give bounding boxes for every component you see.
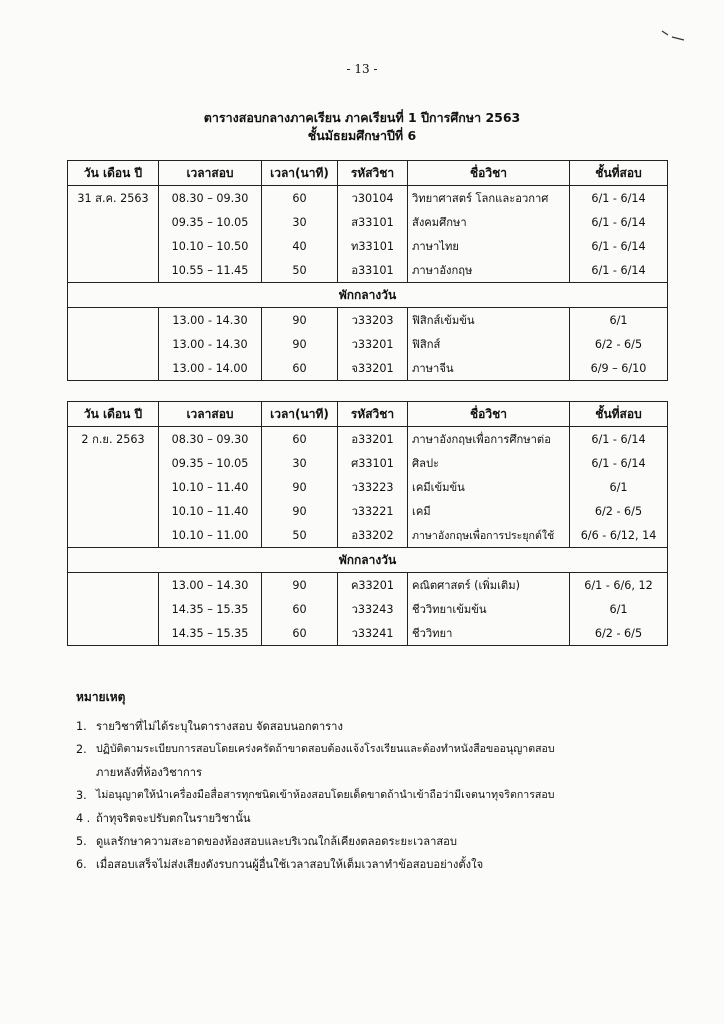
- subject-code: ว33201: [338, 332, 408, 356]
- note-number: 4 .: [76, 812, 91, 825]
- exam-date: 31 ส.ค. 2563: [68, 186, 159, 211]
- note-text: ปฏิบัติตามระเบียบการสอบโดยเคร่งครัดถ้าขาดสอบต้องแจ้งโรงเรียนและต้องทำหนังสือขออนุญาตสอบ: [96, 743, 555, 755]
- lunch-break-label: พักกลางวัน: [68, 283, 668, 308]
- subject-code: ส33101: [338, 210, 408, 234]
- table-row: [68, 573, 668, 598]
- subject-name: เคมี: [408, 499, 570, 523]
- scan-mark-icon: [660, 28, 686, 42]
- note-item: [76, 738, 676, 761]
- exam-date: 2 ก.ย. 2563: [68, 427, 159, 452]
- note-continuation: ภายหลังที่ห้องวิชาการ: [96, 766, 203, 779]
- note-text: รายวิชาที่ไม่ได้ระบุในตารางสอบ จัดสอบนอกตาราง: [96, 720, 343, 733]
- exam-classes: 6/6 - 6/12, 14: [570, 523, 668, 548]
- exam-minutes: 30: [262, 451, 338, 475]
- header-subject: ชื่อวิชา: [408, 161, 570, 186]
- table-row: [68, 210, 668, 234]
- header-minutes: เวลา(นาที): [262, 402, 338, 427]
- note-number: 1.: [76, 720, 87, 733]
- exam-time: 13.00 - 14.30: [159, 332, 262, 356]
- exam-classes: 6/2 - 6/5: [570, 621, 668, 646]
- exam-minutes: 90: [262, 308, 338, 333]
- exam-time: 13.00 – 14.30: [159, 573, 262, 598]
- table-row: [68, 258, 668, 283]
- subject-code: จ33201: [338, 356, 408, 381]
- table-row: [68, 332, 668, 356]
- subject-code: ค33201: [338, 573, 408, 598]
- table-row: [68, 597, 668, 621]
- header-date: วัน เดือน ปี: [68, 161, 159, 186]
- note-item: [76, 715, 676, 738]
- exam-time: 13.00 - 14.30: [159, 308, 262, 333]
- header-code: รหัสวิชา: [338, 161, 408, 186]
- note-item: [76, 784, 676, 807]
- exam-minutes: 60: [262, 427, 338, 452]
- subject-code: อ33202: [338, 523, 408, 548]
- note-text: เมื่อสอบเสร็จไม่ส่งเสียงดังรบกวนผู้อื่นใช้เวลาสอบให้เต็มเวลาทำข้อสอบอย่างตั้งใจ: [96, 858, 484, 871]
- subject-code: ศ33101: [338, 451, 408, 475]
- exam-classes: 6/1: [570, 308, 668, 333]
- subject-name: คณิตศาสตร์ (เพิ่มเติม): [408, 573, 570, 598]
- subject-name: ภาษาไทย: [408, 234, 570, 258]
- exam-minutes: 60: [262, 186, 338, 211]
- table-header-row: [68, 402, 668, 427]
- exam-minutes: 40: [262, 234, 338, 258]
- header-classes: ชั้นที่สอบ: [570, 161, 668, 186]
- header-minutes: เวลา(นาที): [262, 161, 338, 186]
- exam-time: 14.35 – 15.35: [159, 621, 262, 646]
- subject-code: ว30104: [338, 186, 408, 211]
- subject-name: ฟิสิกส์: [408, 332, 570, 356]
- exam-minutes: 90: [262, 475, 338, 499]
- exam-minutes: 90: [262, 332, 338, 356]
- subject-name: ชีววิทยา: [408, 621, 570, 646]
- lunch-break-row: [68, 283, 668, 308]
- subject-name: ศิลปะ: [408, 451, 570, 475]
- exam-table-day1: [67, 160, 668, 381]
- subject-name: ชีววิทยาเข้มข้น: [408, 597, 570, 621]
- subject-name: สังคมศึกษา: [408, 210, 570, 234]
- exam-time: 10.10 – 11.00: [159, 523, 262, 548]
- page-number: - 13 -: [346, 62, 378, 76]
- table-row: [68, 523, 668, 548]
- exam-classes: 6/1 - 6/14: [570, 234, 668, 258]
- exam-minutes: 60: [262, 621, 338, 646]
- exam-minutes: 90: [262, 573, 338, 598]
- note-number: 3.: [76, 789, 87, 802]
- subject-code: อ33201: [338, 427, 408, 452]
- note-item: [76, 830, 676, 853]
- exam-classes: 6/1 - 6/14: [570, 427, 668, 452]
- exam-minutes: 60: [262, 356, 338, 381]
- exam-classes: 6/9 – 6/10: [570, 356, 668, 381]
- header-date: วัน เดือน ปี: [68, 402, 159, 427]
- table-row: [68, 308, 668, 333]
- exam-classes: 6/1 - 6/14: [570, 451, 668, 475]
- exam-classes: 6/1 - 6/14: [570, 258, 668, 283]
- notes-section: [76, 688, 676, 876]
- exam-time: 08.30 – 09.30: [159, 186, 262, 211]
- table-row: [68, 356, 668, 381]
- exam-minutes: 50: [262, 523, 338, 548]
- subject-name: เคมีเข้มข้น: [408, 475, 570, 499]
- note-item: [76, 853, 676, 876]
- lunch-break-label: พักกลางวัน: [68, 548, 668, 573]
- subject-name: ภาษาอังกฤษ: [408, 258, 570, 283]
- subject-code: ท33101: [338, 234, 408, 258]
- schedule-subtitle: ชั้นมัธยมศึกษาปีที่ 6: [307, 128, 417, 143]
- exam-classes: 6/1 - 6/6, 12: [570, 573, 668, 598]
- exam-time: 09.35 – 10.05: [159, 451, 262, 475]
- exam-classes: 6/1 - 6/14: [570, 210, 668, 234]
- header-time: เวลาสอบ: [159, 402, 262, 427]
- note-text: ดูแลรักษาความสะอาดของห้องสอบและบริเวณใกล้เคียงตลอดระยะเวลาสอบ: [96, 835, 457, 848]
- exam-classes: 6/1 - 6/14: [570, 186, 668, 211]
- table-row: [68, 451, 668, 475]
- exam-minutes: 30: [262, 210, 338, 234]
- table-header-row: [68, 161, 668, 186]
- exam-table-day2: [67, 401, 668, 646]
- exam-minutes: 60: [262, 597, 338, 621]
- exam-minutes: 90: [262, 499, 338, 523]
- subject-name: ภาษาอังกฤษเพื่อการศึกษาต่อ: [408, 427, 570, 452]
- subject-name: วิทยาศาสตร์ โลกและอวกาศ: [408, 186, 570, 211]
- table-row: [68, 234, 668, 258]
- header-time: เวลาสอบ: [159, 161, 262, 186]
- note-number: 2.: [76, 743, 87, 756]
- subject-code: ว33241: [338, 621, 408, 646]
- header-code: รหัสวิชา: [338, 402, 408, 427]
- subject-code: ว33203: [338, 308, 408, 333]
- exam-time: 08.30 – 09.30: [159, 427, 262, 452]
- note-number: 5.: [76, 835, 87, 848]
- exam-time: 14.35 – 15.35: [159, 597, 262, 621]
- header-subject: ชื่อวิชา: [408, 402, 570, 427]
- exam-time: 13.00 - 14.00: [159, 356, 262, 381]
- table-row: [68, 186, 668, 211]
- exam-classes: 6/1: [570, 475, 668, 499]
- subject-code: ว33243: [338, 597, 408, 621]
- subject-name: ภาษาจีน: [408, 356, 570, 381]
- exam-classes: 6/1: [570, 597, 668, 621]
- subject-code: อ33101: [338, 258, 408, 283]
- note-item: [76, 807, 676, 830]
- subject-name: ภาษาอังกฤษเพื่อการประยุกต์ใช้: [408, 523, 570, 548]
- exam-time: 10.10 – 11.40: [159, 475, 262, 499]
- subject-name: ฟิสิกส์เข้มข้น: [408, 308, 570, 333]
- exam-classes: 6/2 - 6/5: [570, 499, 668, 523]
- table-row: [68, 499, 668, 523]
- table-row: [68, 427, 668, 452]
- table-row: [68, 621, 668, 646]
- notes-heading: หมายเหตุ: [76, 690, 126, 704]
- exam-classes: 6/2 - 6/5: [570, 332, 668, 356]
- exam-time: 10.10 – 10.50: [159, 234, 262, 258]
- header-classes: ชั้นที่สอบ: [570, 402, 668, 427]
- exam-minutes: 50: [262, 258, 338, 283]
- lunch-break-row: [68, 548, 668, 573]
- exam-time: 10.55 – 11.45: [159, 258, 262, 283]
- subject-code: ว33221: [338, 499, 408, 523]
- exam-time: 09.35 – 10.05: [159, 210, 262, 234]
- exam-time: 10.10 – 11.40: [159, 499, 262, 523]
- schedule-title: ตารางสอบกลางภาคเรียน ภาคเรียนที่ 1 ปีการศึกษา 2563: [203, 110, 521, 125]
- note-number: 6.: [76, 858, 87, 871]
- table-row: [68, 475, 668, 499]
- note-text: ไม่อนุญาตให้นำเครื่องมือสื่อสารทุกชนิดเข้าห้องสอบโดยเด็ดขาดถ้านำเข้าถือว่ามีเจตนาทุจริตการสอบ: [96, 789, 555, 801]
- subject-code: ว33223: [338, 475, 408, 499]
- note-text: ถ้าทุจริตจะปรับตกในรายวิชานั้น: [96, 812, 251, 825]
